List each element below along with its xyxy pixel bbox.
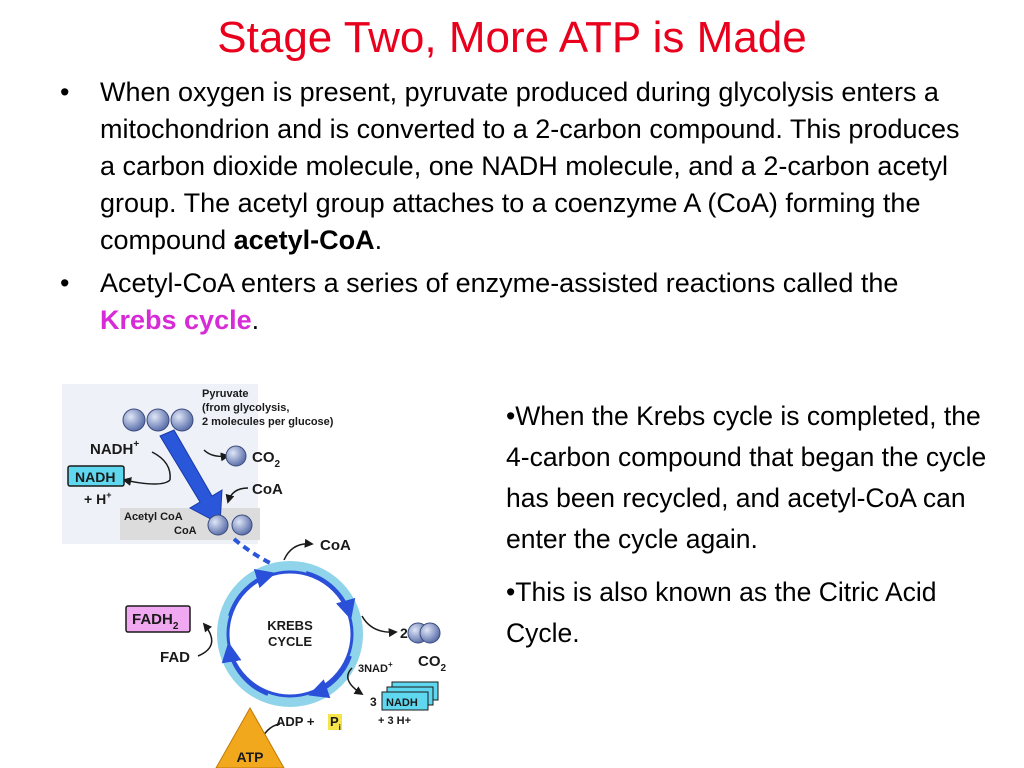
nad-bottom-label: 3NAD+	[358, 660, 393, 675]
adp-label: ADP +	[276, 714, 315, 729]
bullet-emphasis-acetyl-coa: acetyl-CoA	[233, 225, 375, 255]
bullet-marker: •	[60, 268, 70, 298]
bullet-punct: .	[251, 305, 260, 335]
krebs-cycle-diagram	[62, 384, 488, 768]
co2-label: $CO_2$	[252, 449, 281, 470]
coa-out-label: CoA	[320, 537, 351, 554]
acetyl-coa-label: Acetyl CoA	[124, 511, 183, 523]
co2-bottom-label: $CO_2$	[418, 653, 447, 674]
co2-count-label: 2	[400, 625, 408, 641]
cycle-label: CYCLE	[267, 634, 313, 649]
side-notes	[506, 396, 1006, 666]
nad-plus-label: NADH+	[90, 439, 140, 458]
side-note: •When the Krebs cycle is completed, the 4-carbon compound that began the cycle has been recycled, and acetyl-CoA can enter the cycle again.	[506, 401, 987, 554]
pyruvate-molecule	[123, 409, 193, 431]
bullet-punct: .	[374, 225, 383, 255]
nadh-box-label: NADH	[75, 469, 116, 485]
co2-molecule	[226, 446, 246, 466]
bullet-emphasis-krebs-cycle: Krebs cycle	[100, 305, 252, 335]
nadh-stack-label: NADH	[386, 697, 418, 709]
acetyl-molecule	[208, 515, 228, 535]
pyruvate-source-label: (from glycolysis,	[202, 402, 290, 414]
side-note: •This is also known as the Citric Acid Cycle.	[506, 577, 937, 648]
bullet-text: Acetyl-CoA enters a series of enzyme-assisted reactions called the	[100, 268, 899, 298]
fadh2-label: $FADH_2$	[132, 611, 179, 632]
h-bottom-label: + 3 H+	[378, 715, 412, 727]
bullet-item	[60, 265, 980, 339]
bullet-list	[60, 74, 980, 345]
fad-arrow	[198, 624, 212, 656]
fad-label: FAD	[160, 649, 190, 666]
coa-out-arrow	[284, 544, 312, 560]
nadh-count-label: 3	[370, 695, 377, 709]
slide-title: Stage Two, More ATP is Made	[217, 13, 807, 62]
pyruvate-label: Pyruvate	[202, 388, 249, 400]
bullet-item	[60, 74, 980, 259]
co2-molecule	[420, 623, 440, 643]
cycle-label: KREBS	[267, 618, 313, 633]
co2-out-arrow	[362, 616, 396, 632]
h-plus-label: + H+	[84, 490, 112, 507]
atp-label: ATP	[236, 749, 264, 765]
bullet-text: When oxygen is present, pyruvate produced during glycolysis enters a mitochondrion and is converted to a 2-carbon compound. This produces a carbon dioxide molecule, one NADH molecule, and a 2-carbon acetyl group. The acetyl group attaches to a coenzyme A (CoA) forming the compound	[100, 77, 960, 255]
coa-label: CoA	[252, 481, 283, 498]
acetyl-coa-coa-label: CoA	[174, 525, 197, 537]
pyruvate-count-label: 2 molecules per glucose)	[202, 416, 334, 428]
acetyl-molecule	[232, 515, 252, 535]
bullet-marker: •	[60, 77, 70, 107]
pi-label: $P_i$	[330, 714, 341, 732]
